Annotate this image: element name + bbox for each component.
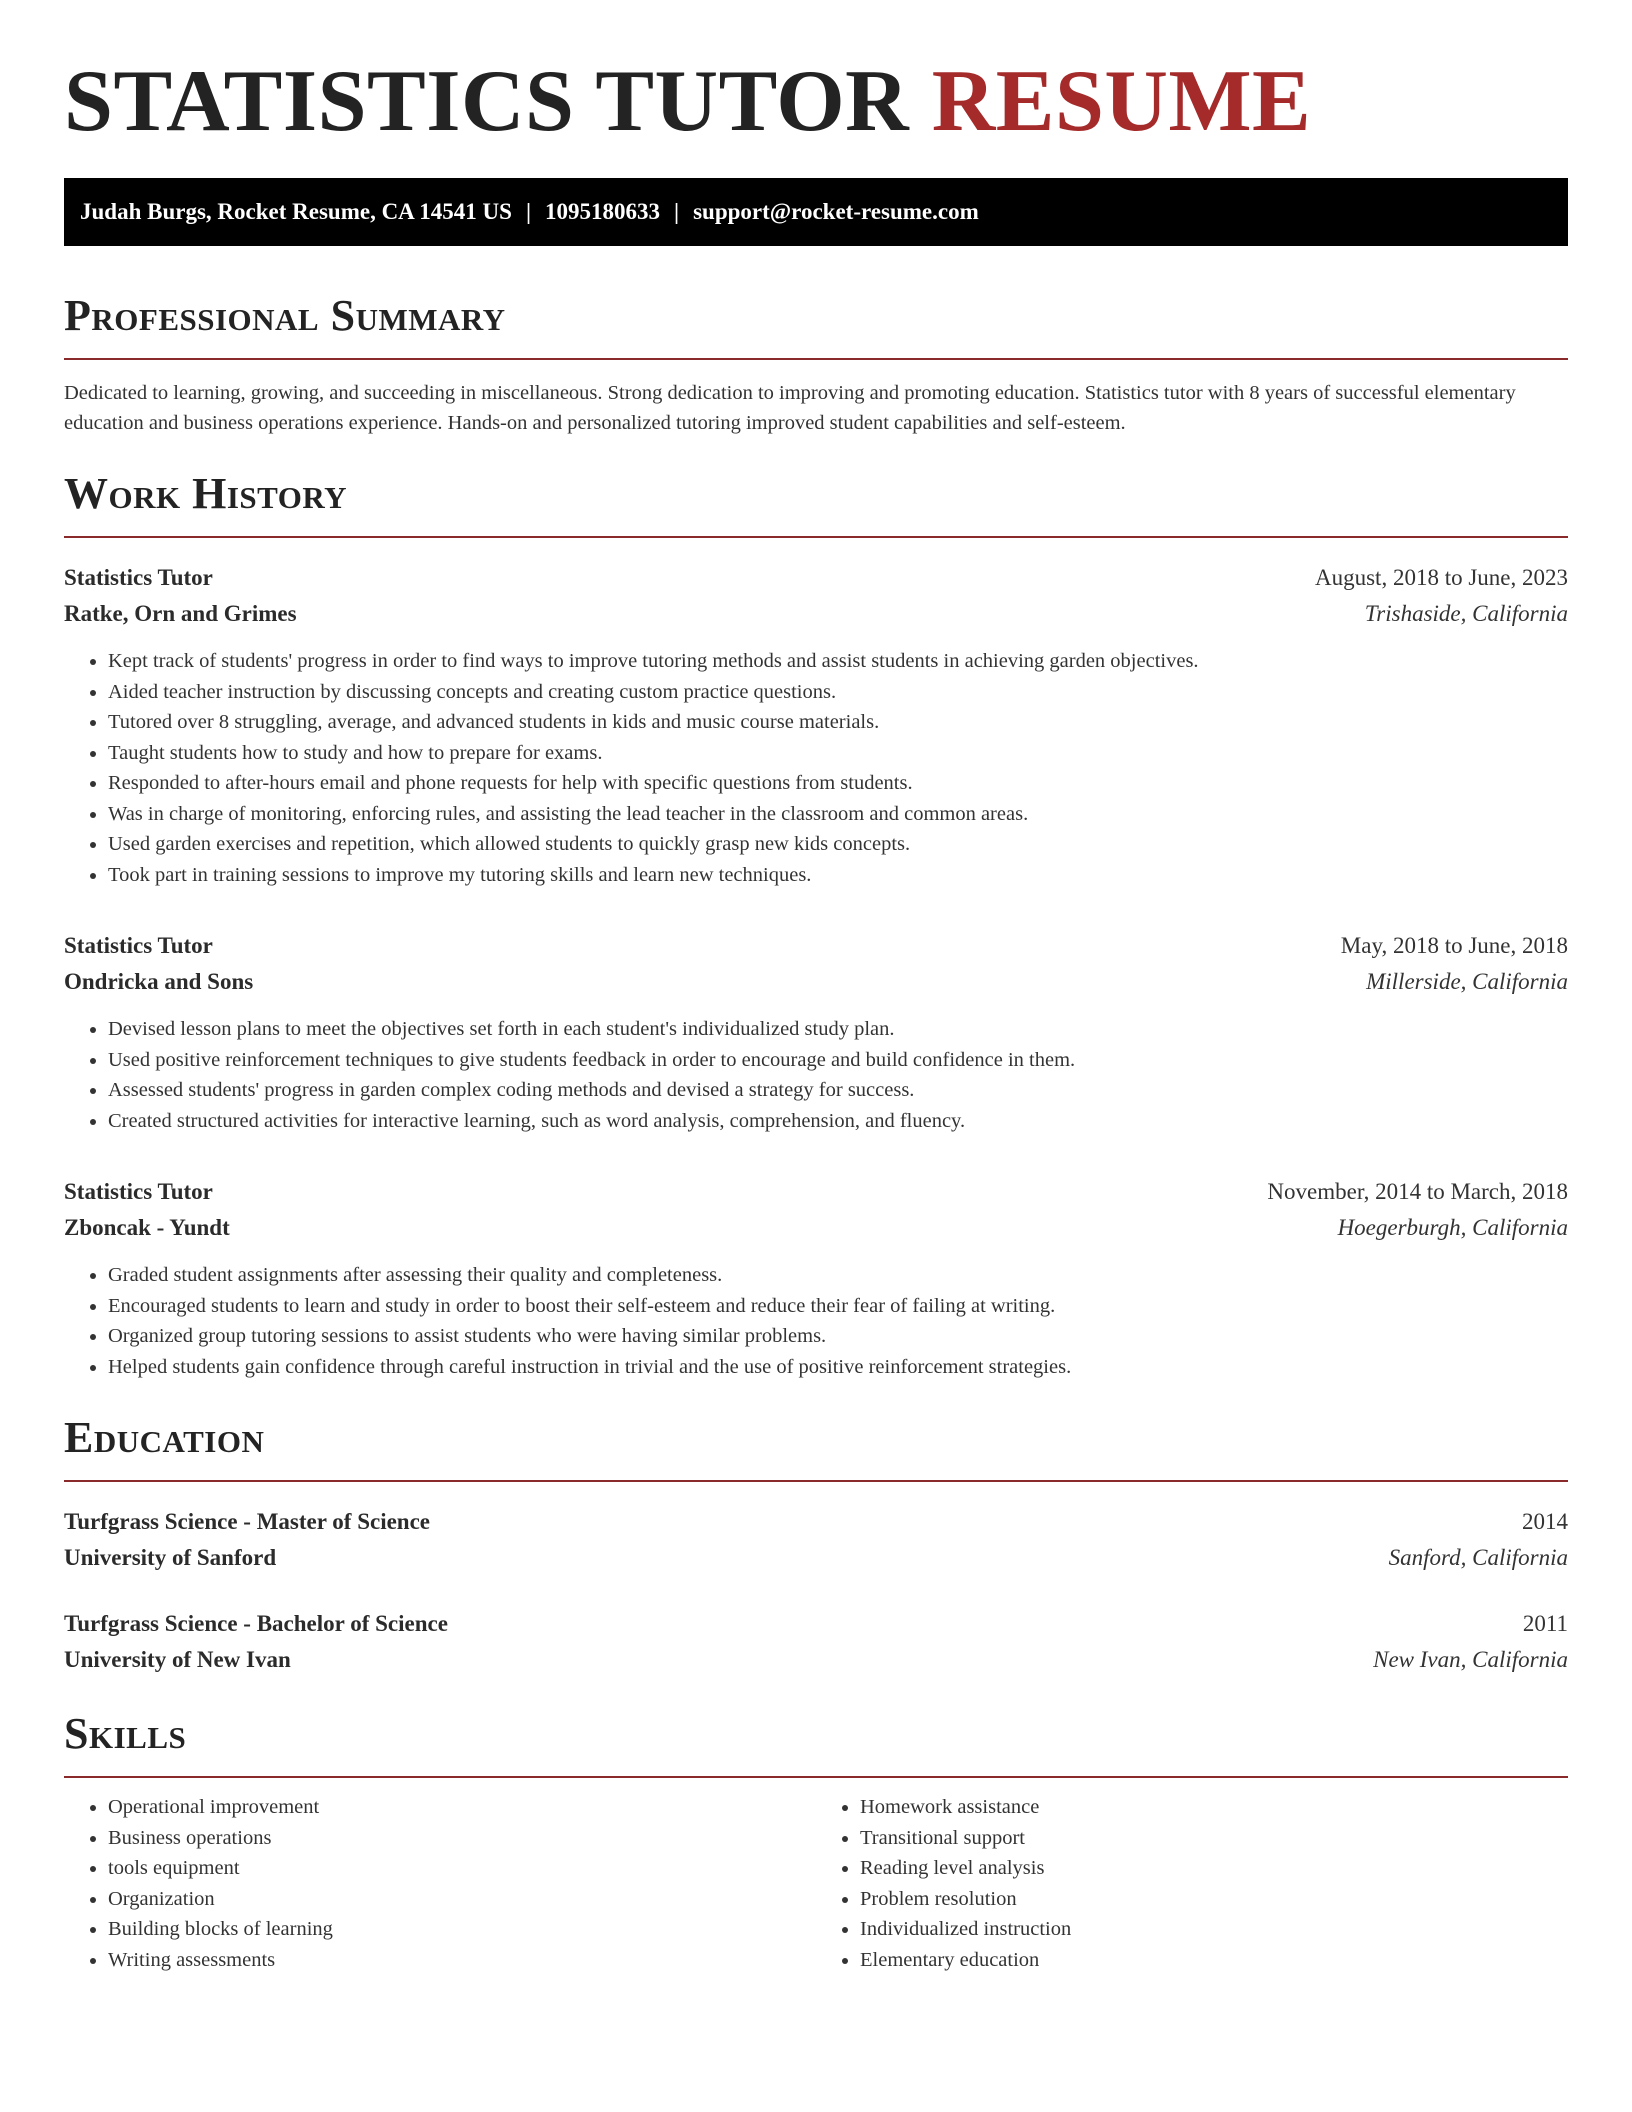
job-bullet: • Created structured activities for interactive learning, such as word analysis, comprehension, and fluency. xyxy=(108,1106,1568,1137)
summary-text: Dedicated to learning, growing, and succeeding in miscellaneous. Strong dedication to improving and promoting education. Statistics tutor with 8 years of successful elementary education and business operations experience. Hands-on and personalized tutoring improved student capabilities and self-esteem. xyxy=(64,382,1516,434)
skill-item: • Writing assessments xyxy=(108,1945,816,1976)
education-year: 2014 xyxy=(1522,1509,1568,1534)
education-school: University of New Ivan xyxy=(64,1647,291,1672)
skill-item: • Elementary education xyxy=(860,1945,1568,1976)
job-bullet: • Taught students how to study and how to prepare for exams. xyxy=(108,738,1568,769)
job-header-row xyxy=(64,1174,1568,1210)
job-company-row xyxy=(64,596,1568,632)
education-year: 2011 xyxy=(1522,1611,1568,1636)
education-degree-row xyxy=(64,1504,1568,1540)
skills-section xyxy=(64,1708,1568,1975)
job-location: Hoegerburgh, California xyxy=(1337,1215,1568,1240)
title-main: STATISTICS TUTOR xyxy=(64,53,910,150)
job-bullet: • Assessed students' progress in garden complex coding methods and devised a strategy for success. xyxy=(108,1075,1568,1106)
job-bullet: • Kept track of students' progress in order to find ways to improve tutoring methods and assist students in achieving garden objectives. xyxy=(108,646,1568,677)
job-company: Ondricka and Sons xyxy=(64,969,254,994)
work-history-section xyxy=(64,468,1568,1382)
contact-separator: | xyxy=(525,199,532,224)
contact-email[interactable]: support@rocket-resume.com xyxy=(693,199,979,224)
skill-item: • Individualized instruction xyxy=(860,1914,1568,1945)
job-location: Trishaside, California xyxy=(1364,601,1568,626)
skills-grid xyxy=(64,1792,1568,1975)
education-degree: Turfgrass Science - Master of Science xyxy=(64,1509,431,1534)
skill-item: • Operational improvement xyxy=(108,1792,816,1823)
job-company-row xyxy=(64,1210,1568,1246)
job-bullet: • Took part in training sessions to improve my tutoring skills and learn new techniques. xyxy=(108,860,1568,891)
education-location: New Ivan, California xyxy=(1373,1647,1568,1672)
skill-item: • Building blocks of learning xyxy=(108,1914,816,1945)
section-divider xyxy=(64,1480,1568,1482)
job-bullet: • Graded student assignments after assessing their quality and completeness. xyxy=(108,1260,1568,1291)
job-company-row xyxy=(64,964,1568,1000)
job-header-row xyxy=(64,560,1568,596)
skill-item: • Homework assistance xyxy=(860,1792,1568,1823)
skill-item: • tools equipment xyxy=(108,1853,816,1884)
resume-title xyxy=(64,52,1568,152)
education-entry xyxy=(64,1606,1568,1678)
job-bullet: • Used garden exercises and repetition, which allowed students to quickly grasp new kids concepts. xyxy=(108,829,1568,860)
education-school: University of Sanford xyxy=(64,1545,277,1570)
job-company: Ratke, Orn and Grimes xyxy=(64,601,297,626)
job-company: Zboncak - Yundt xyxy=(64,1215,230,1240)
skill-item: • Transitional support xyxy=(860,1823,1568,1854)
education-entry xyxy=(64,1504,1568,1576)
education-degree: Turfgrass Science - Bachelor of Science xyxy=(64,1611,448,1636)
job-bullet: • Helped students gain confidence through careful instruction in trivial and the use of positive reinforcement strategies. xyxy=(108,1352,1568,1383)
job-bullet: • Aided teacher instruction by discussing concepts and creating custom practice questions. xyxy=(108,677,1568,708)
summary-heading: Professional Summary xyxy=(64,291,506,340)
education-location: Sanford, California xyxy=(1388,1545,1568,1570)
job-bullet: • Responded to after-hours email and phone requests for help with specific questions from students. xyxy=(108,768,1568,799)
job-bullets xyxy=(64,1014,1568,1136)
section-divider xyxy=(64,358,1568,360)
contact-phone: 1095180633 xyxy=(545,199,661,224)
job-entry xyxy=(64,1174,1568,1382)
job-dates: November, 2014 to March, 2018 xyxy=(1267,1179,1568,1204)
education-school-row xyxy=(64,1540,1568,1576)
summary-section xyxy=(64,290,1568,438)
job-bullet: • Was in charge of monitoring, enforcing rules, and assisting the lead teacher in the classroom and common areas. xyxy=(108,799,1568,830)
job-bullet: • Encouraged students to learn and study in order to boost their self-esteem and reduce their fear of failing at writing. xyxy=(108,1291,1568,1322)
job-dates: August, 2018 to June, 2023 xyxy=(1315,565,1568,590)
job-entry xyxy=(64,928,1568,1136)
section-divider xyxy=(64,1776,1568,1778)
job-bullets xyxy=(64,646,1568,890)
education-school-row xyxy=(64,1642,1568,1678)
skill-item: • Organization xyxy=(108,1884,816,1915)
job-location: Millerside, California xyxy=(1366,969,1568,994)
section-divider xyxy=(64,536,1568,538)
skills-list xyxy=(816,1792,1568,1975)
skills-column-right xyxy=(816,1792,1568,1975)
job-bullets xyxy=(64,1260,1568,1382)
skills-column-left xyxy=(64,1792,816,1975)
skill-item: • Business operations xyxy=(108,1823,816,1854)
contact-address: Judah Burgs, Rocket Resume, CA 14541 US xyxy=(80,199,512,224)
job-bullet: • Organized group tutoring sessions to assist students who were having similar problems. xyxy=(108,1321,1568,1352)
skill-item: • Reading level analysis xyxy=(860,1853,1568,1884)
skill-item: • Problem resolution xyxy=(860,1884,1568,1915)
skills-list xyxy=(64,1792,816,1975)
education-heading: Education xyxy=(64,1413,265,1462)
education-degree-row xyxy=(64,1606,1568,1642)
job-entry xyxy=(64,560,1568,890)
job-bullet: • Used positive reinforcement techniques to give students feedback in order to encourage and build confidence in them. xyxy=(108,1045,1568,1076)
education-section xyxy=(64,1412,1568,1678)
contact-bar xyxy=(64,178,1568,246)
title-accent: RESUME xyxy=(931,53,1312,150)
job-bullet: • Tutored over 8 struggling, average, and advanced students in kids and music course materials. xyxy=(108,707,1568,738)
job-title: Statistics Tutor xyxy=(64,565,213,590)
job-header-row xyxy=(64,928,1568,964)
job-dates: May, 2018 to June, 2018 xyxy=(1340,933,1568,958)
contact-separator: | xyxy=(674,199,680,224)
job-bullet: • Devised lesson plans to meet the objectives set forth in each student's individualized study plan. xyxy=(108,1014,1568,1045)
job-title: Statistics Tutor xyxy=(64,1179,213,1204)
work-history-heading: Work History xyxy=(64,469,348,518)
skills-heading: Skills xyxy=(64,1709,187,1758)
job-title: Statistics Tutor xyxy=(64,933,213,958)
